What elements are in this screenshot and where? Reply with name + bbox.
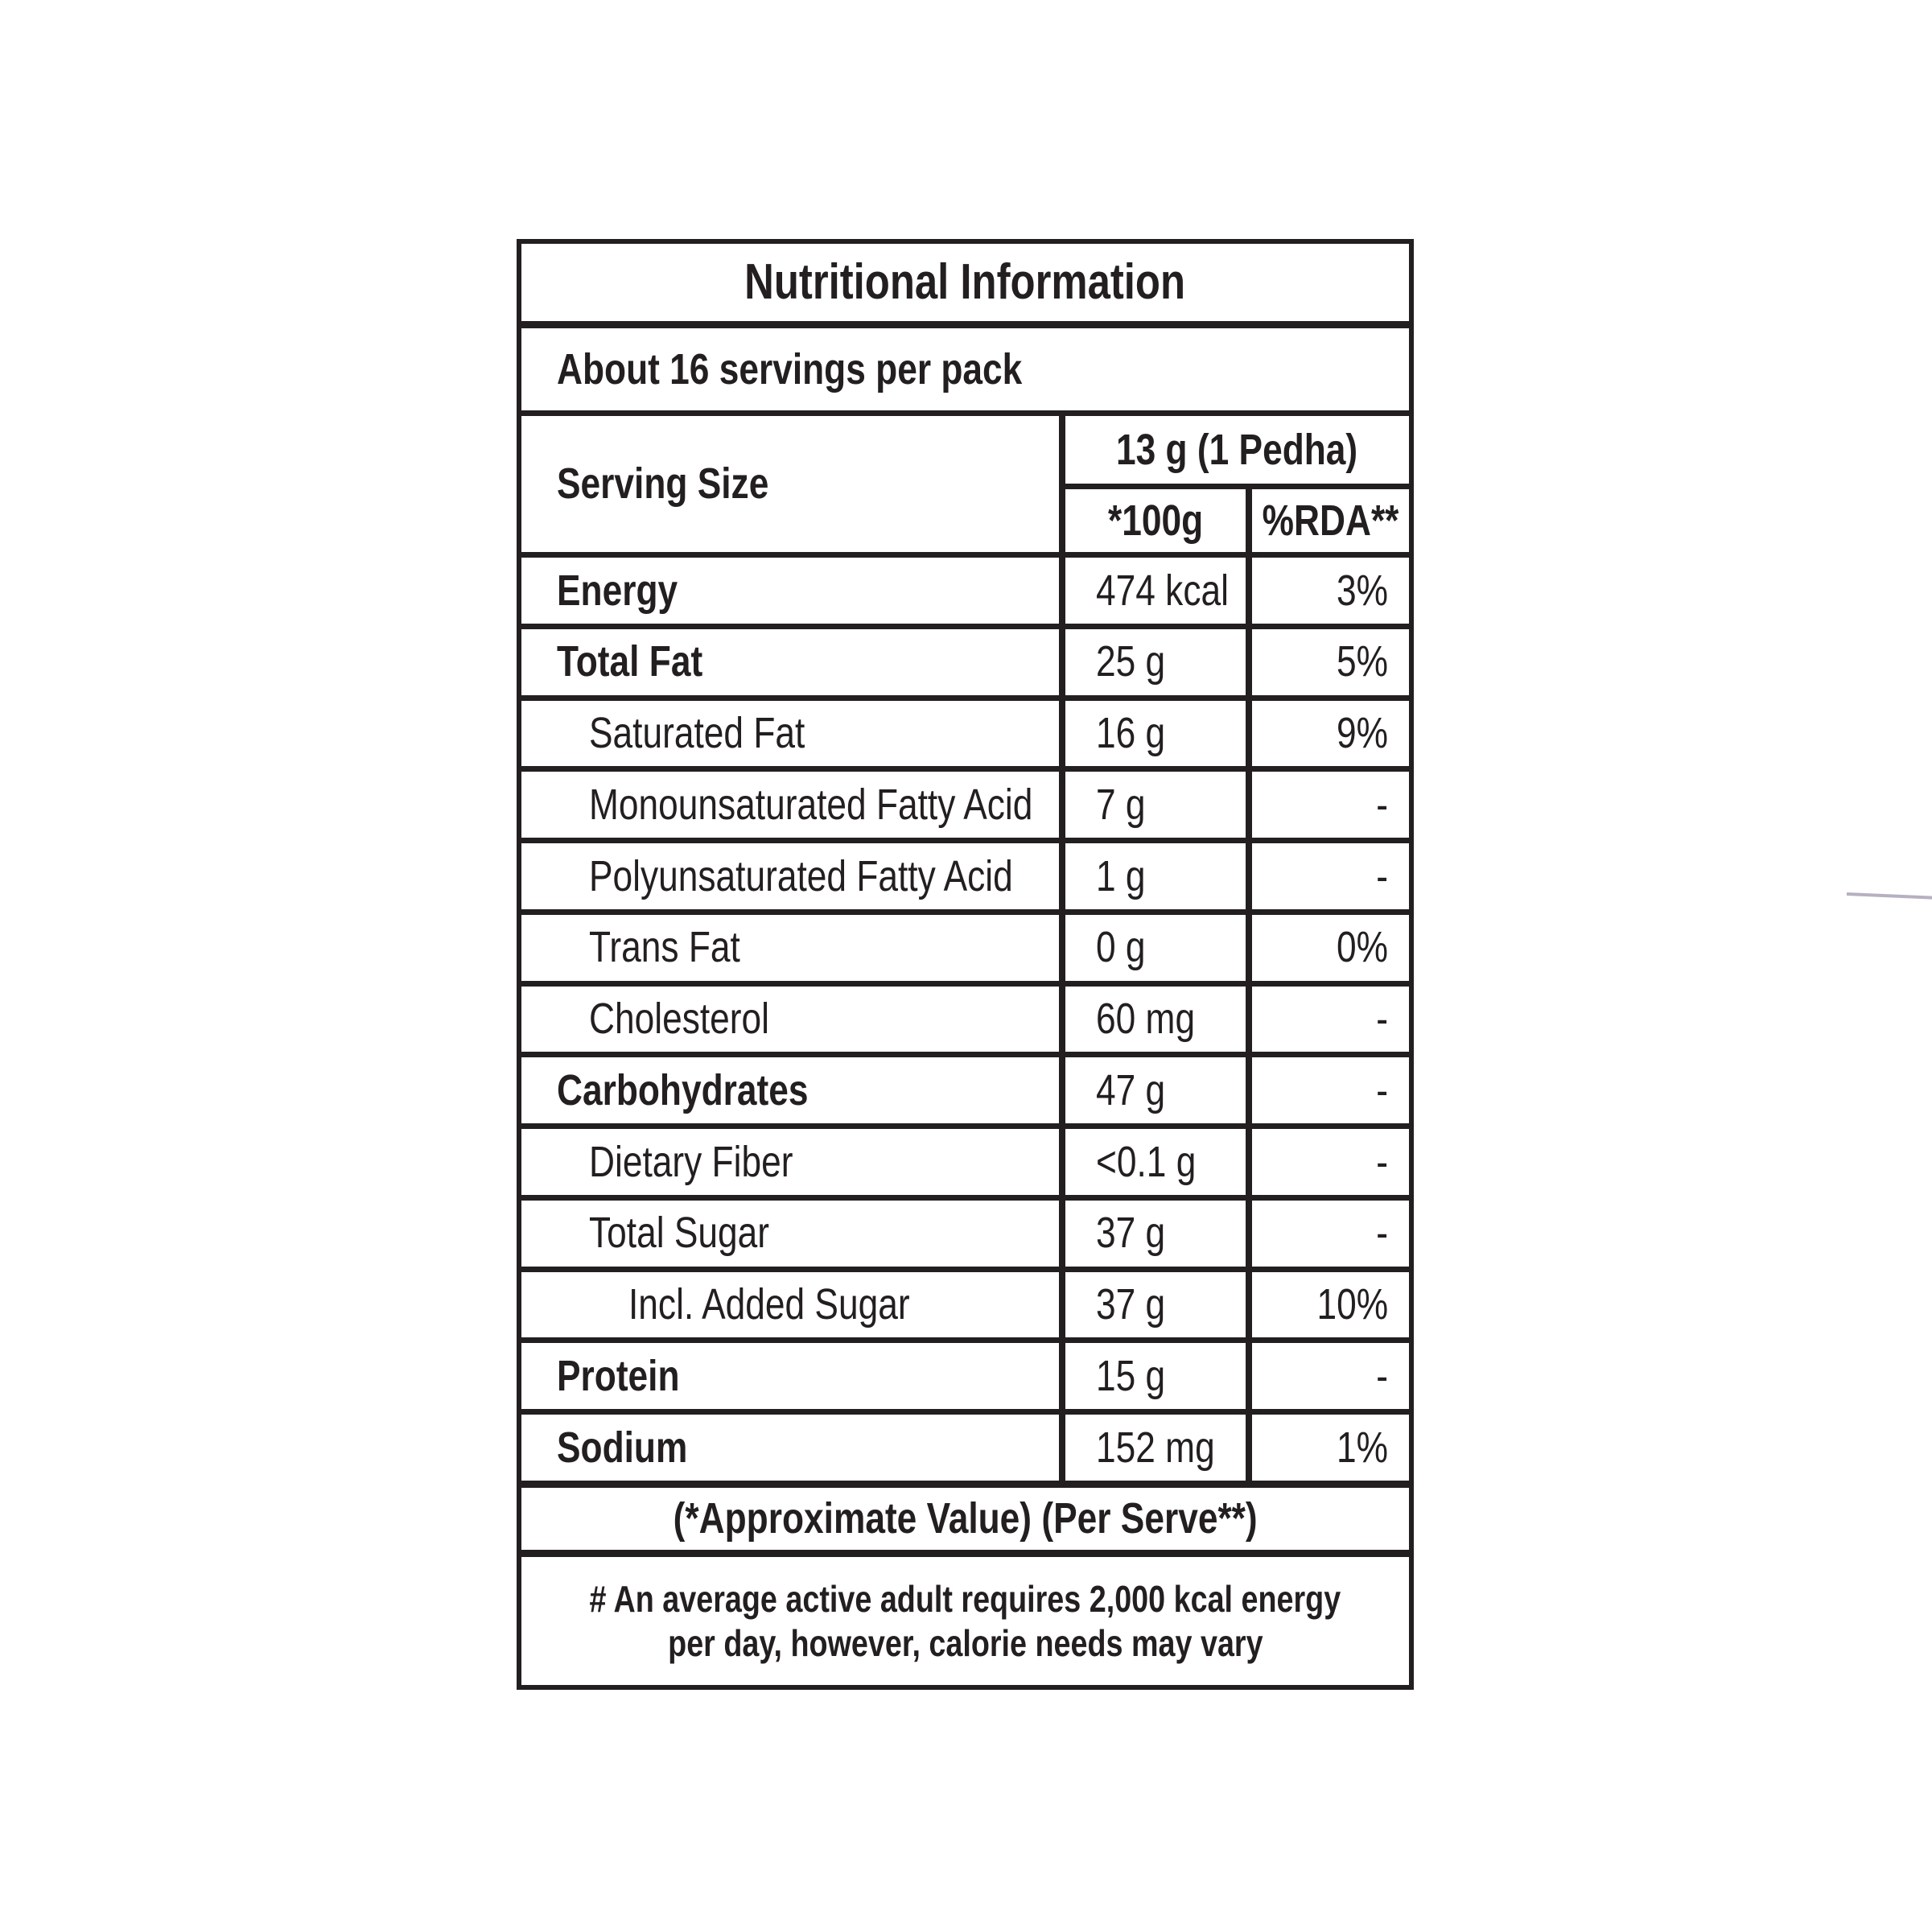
serving-size-right-pane (1059, 416, 1409, 552)
row-value-cell (1059, 1343, 1246, 1409)
row-label-cell (521, 843, 1059, 909)
table-row-added-sugar (521, 1272, 1409, 1344)
row-value: 1 g (1096, 851, 1146, 900)
row-label-cell (521, 1272, 1059, 1338)
row-rda-cell (1246, 1343, 1409, 1409)
row-rda-cell (1246, 701, 1409, 767)
row-value: 37 g (1096, 1209, 1166, 1258)
column-headers-row (1065, 489, 1409, 552)
row-value: 0 g (1096, 923, 1146, 972)
table-title: Nutritional Information (744, 254, 1186, 311)
column-header-amount: *100g (1107, 496, 1204, 545)
row-value: 474 kcal (1096, 566, 1229, 615)
row-rda-cell (1246, 987, 1409, 1053)
servings-per-pack-row (521, 328, 1409, 416)
row-label-cell (521, 1343, 1059, 1409)
row-value-cell (1059, 701, 1246, 767)
row-value: 37 g (1096, 1280, 1166, 1329)
row-label-cell (521, 1057, 1059, 1123)
row-rda: - (1376, 995, 1388, 1044)
row-label-cell (521, 915, 1059, 981)
serving-size-value-cell (1065, 416, 1409, 489)
row-label-cell (521, 629, 1059, 695)
footnote-line-1: # An average active adult requires 2,000 kcal energy (589, 1578, 1341, 1621)
row-label-cell (521, 701, 1059, 767)
scan-artifact-line (1847, 892, 1932, 900)
serving-size-value: 13 g (1 Pedha) (1116, 425, 1358, 474)
row-label: Trans Fat (589, 923, 740, 972)
column-header-amount-cell (1065, 489, 1246, 552)
serving-size-block (521, 416, 1409, 558)
row-value: <0.1 g (1096, 1137, 1197, 1186)
row-label-cell (521, 558, 1059, 624)
row-label: Monounsaturated Fatty Acid (589, 780, 1033, 829)
row-value-cell (1059, 1057, 1246, 1123)
row-value-cell (1059, 915, 1246, 981)
row-label: Polyunsaturated Fatty Acid (589, 851, 1013, 900)
approximate-value-row (521, 1481, 1409, 1557)
row-label: Sodium (557, 1423, 688, 1472)
table-row-dietary-fiber (521, 1129, 1409, 1201)
row-value: 16 g (1096, 709, 1166, 758)
row-label-cell (521, 1415, 1059, 1481)
row-value-cell (1059, 558, 1246, 624)
table-row-cholesterol (521, 987, 1409, 1058)
row-rda-cell (1246, 1272, 1409, 1338)
row-rda-cell (1246, 558, 1409, 624)
row-value: 25 g (1096, 637, 1166, 686)
row-value: 47 g (1096, 1065, 1166, 1114)
row-label-cell (521, 772, 1059, 838)
serving-size-label-cell (521, 416, 1059, 552)
row-rda-cell (1246, 1057, 1409, 1123)
row-value-cell (1059, 629, 1246, 695)
row-rda-cell (1246, 843, 1409, 909)
row-label: Protein (557, 1351, 680, 1400)
row-label-cell (521, 1129, 1059, 1195)
row-value-cell (1059, 1272, 1246, 1338)
row-value-cell (1059, 987, 1246, 1053)
row-value-cell (1059, 1201, 1246, 1267)
footnote-row (521, 1557, 1409, 1685)
row-rda: - (1376, 1065, 1388, 1114)
row-rda: 5% (1337, 637, 1388, 686)
row-rda-cell (1246, 1129, 1409, 1195)
serving-size-label: Serving Size (557, 459, 769, 509)
row-label: Cholesterol (589, 995, 769, 1044)
nutrient-rows (521, 558, 1409, 1481)
row-value-cell (1059, 843, 1246, 909)
nutrition-table (517, 239, 1414, 1690)
table-row-polyunsaturated (521, 843, 1409, 915)
footnote-line-2: per day, however, calorie needs may vary (667, 1621, 1263, 1664)
row-rda: - (1376, 1209, 1388, 1258)
row-rda: - (1376, 851, 1388, 900)
row-rda: 0% (1337, 923, 1388, 972)
table-row-sodium (521, 1415, 1409, 1481)
row-rda-cell (1246, 629, 1409, 695)
row-rda: - (1376, 780, 1388, 829)
row-label-cell (521, 1201, 1059, 1267)
table-row-carbohydrates (521, 1057, 1409, 1129)
row-value: 60 mg (1096, 995, 1196, 1044)
row-rda-cell (1246, 772, 1409, 838)
table-row-monounsaturated (521, 772, 1409, 843)
row-rda-cell (1246, 1201, 1409, 1267)
column-header-rda-cell (1246, 489, 1409, 552)
row-value-cell (1059, 1415, 1246, 1481)
row-label: Carbohydrates (557, 1065, 809, 1114)
row-rda-cell (1246, 1415, 1409, 1481)
servings-note: About 16 servings per pack (557, 344, 1023, 393)
table-row-trans-fat (521, 915, 1409, 987)
row-label-cell (521, 987, 1059, 1053)
row-label: Energy (557, 566, 678, 615)
row-rda: 9% (1337, 709, 1388, 758)
table-row-total-fat (521, 629, 1409, 701)
column-header-rda: %RDA** (1262, 496, 1399, 545)
table-row-protein (521, 1343, 1409, 1415)
row-label: Incl. Added Sugar (628, 1280, 910, 1329)
row-rda: 1% (1337, 1423, 1388, 1472)
table-row-energy (521, 558, 1409, 629)
row-rda: 10% (1316, 1280, 1388, 1329)
row-value-cell (1059, 1129, 1246, 1195)
table-row-total-sugar (521, 1201, 1409, 1272)
row-value: 7 g (1096, 780, 1146, 829)
table-row-saturated-fat (521, 701, 1409, 772)
row-label: Dietary Fiber (589, 1137, 793, 1186)
row-rda-cell (1246, 915, 1409, 981)
row-rda: - (1376, 1137, 1388, 1186)
approximate-value-note: (*Approximate Value) (Per Serve**) (673, 1494, 1258, 1543)
row-value: 152 mg (1096, 1423, 1215, 1472)
row-rda: 3% (1337, 566, 1388, 615)
row-label: Total Fat (557, 637, 703, 686)
row-value: 15 g (1096, 1351, 1166, 1400)
row-value-cell (1059, 772, 1246, 838)
table-title-row (521, 244, 1409, 328)
row-label: Saturated Fat (589, 709, 805, 758)
row-rda: - (1376, 1351, 1388, 1400)
row-label: Total Sugar (589, 1209, 770, 1258)
